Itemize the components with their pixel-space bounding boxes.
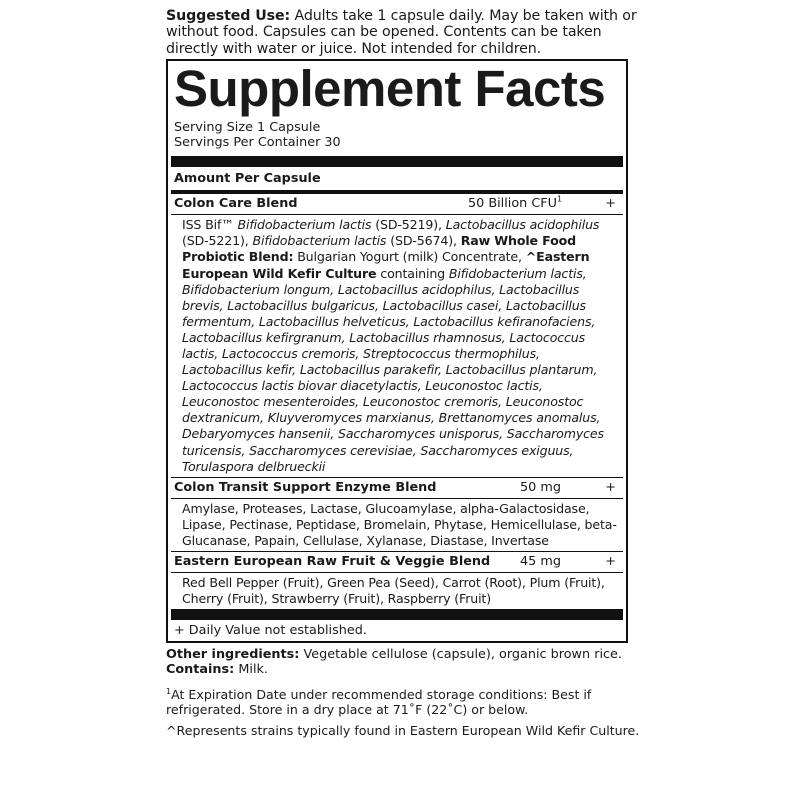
thick-divider: [171, 156, 623, 167]
footnote-kefir: ^Represents strains typically found in Eastern European Wild Kefir Culture.: [166, 723, 640, 739]
panel-title: Supplement Facts: [174, 60, 606, 118]
ingredient-text: Bulgarian Yogurt (milk) Concentrate,: [293, 249, 526, 265]
contains-text: Milk.: [234, 662, 268, 678]
blend-daily-value: +: [605, 554, 616, 569]
footnote-marker: 1: [166, 687, 172, 696]
contains-label: Contains:: [166, 662, 235, 678]
blend-ingredients: [168, 499, 626, 551]
bottom-thick-divider: [171, 609, 623, 620]
blend-daily-value: +: [605, 196, 616, 212]
footnote-storage-text: At Expiration Date under recommended storage conditions: Best if refrigerated. Store in a dry place at 71˚F (22˚C) or below.: [166, 687, 592, 718]
blend-row: [168, 478, 626, 498]
contains: [166, 662, 642, 677]
blend-list: [168, 194, 626, 609]
blend-amount: 50 Billion CFU$^1$: [468, 194, 563, 212]
ingredient-text: ^Eastern European Wild Kefir Culture: [182, 249, 590, 281]
supplement-facts-panel: [166, 59, 628, 643]
ingredient-text: containing: [376, 265, 449, 281]
ingredient-text: (SD-5221),: [182, 233, 253, 249]
label-page: [166, 8, 642, 738]
ingredient-text: Bifidobacterium lactis: [252, 233, 387, 249]
amount-header: Amount Per Capsule: [174, 171, 321, 187]
blend-daily-value: +: [605, 479, 616, 495]
ingredient-text: Raw Whole Food Probiotic Blend:: [182, 233, 576, 265]
ingredient-text: Amylase, Proteases, Lactase, Glucoamylase, alpha-Galactosidase, Lipase, Pectinase, Peptidase, Bromelain, Phytase, Hemicellulase, beta-Glucanase, Papain, Cellulase, Xylanase, Diastase, Invertase: [182, 500, 617, 548]
suggested-use: [166, 8, 642, 57]
blend-amount: 50 mg: [520, 479, 561, 495]
blend-name: Eastern European Raw Fruit & Veggie Blend: [174, 554, 491, 569]
serving-size: Serving Size 1 Capsule: [174, 120, 321, 136]
ingredient-text: Bifidobacterium lactis: [237, 217, 372, 233]
ingredient-text: (SD-5219),: [371, 217, 446, 233]
other-ingredients: [166, 647, 642, 662]
suggested-use-text: Adults take 1 capsule daily. May be taken with or without food. Capsules can be opened. Contents can be taken directly with water or juice. Not intended for children.: [166, 8, 637, 57]
dv-note: + Daily Value not established.: [174, 623, 367, 639]
blend-amount-footnote-marker: 1: [557, 194, 563, 204]
blend-ingredients: [168, 573, 626, 609]
servings-per-container: Servings Per Container 30: [174, 135, 341, 151]
ingredient-text: Red Bell Pepper (Fruit), Green Pea (Seed), Carrot (Root), Plum (Fruit), Cherry (Fruit), Strawberry (Fruit), Raspberry (Fruit): [182, 575, 605, 607]
ingredient-text: (SD-5674),: [386, 233, 461, 249]
blend-amount: 45 mg: [520, 554, 561, 569]
other-ingredients-text: Vegetable cellulose (capsule), organic brown rice.: [299, 647, 622, 663]
footnote-storage: [166, 687, 642, 717]
blend-ingredients: [168, 215, 626, 477]
other-ingredients-label: Other ingredients:: [166, 647, 300, 663]
ingredient-text: Lactobacillus acidophilus: [445, 217, 600, 233]
blend-name: Colon Transit Support Enzyme Blend: [174, 479, 437, 495]
ingredient-text: ISS Bif™: [182, 217, 238, 233]
blend-name: Colon Care Blend: [174, 196, 298, 212]
suggested-use-label: Suggested Use:: [166, 8, 291, 24]
blend-row: [168, 552, 626, 572]
ingredient-text: Bifidobacterium lactis, Bifidobacterium longum, Lactobacillus acidophilus, Lactobacillus brevis, Lactobacillus bulgaricus, Lactobacillus casei, Lactobacillus fermentum, Lactobacillus helveticus, Lactobacillus kefiranofaciens, Lactobacillus kefirgranum, Lactobacillus rhamnosus, Lactococcus lactis, Lactococcus cremoris, Streptococcus thermophilus, Lactobacillus kefir, Lactobacillus parakefir, Lactobacillus plantarum, Lactococcus lactis biovar diacetylactis, Leuconostoc lactis, Leuconostoc mesenteroides, Leuconostoc cremoris, Leuconostoc dextranicum, Kluyveromyces marxianus, Brettanomyces anomalus, Debaryomyces hansenii, Saccharomyces unisporus, Saccharomyces turicensis, Saccharomyces cerevisiae, Saccharomyces exiguus, Torulaspora delbrueckii: [182, 265, 604, 474]
blend-row: [168, 194, 626, 214]
